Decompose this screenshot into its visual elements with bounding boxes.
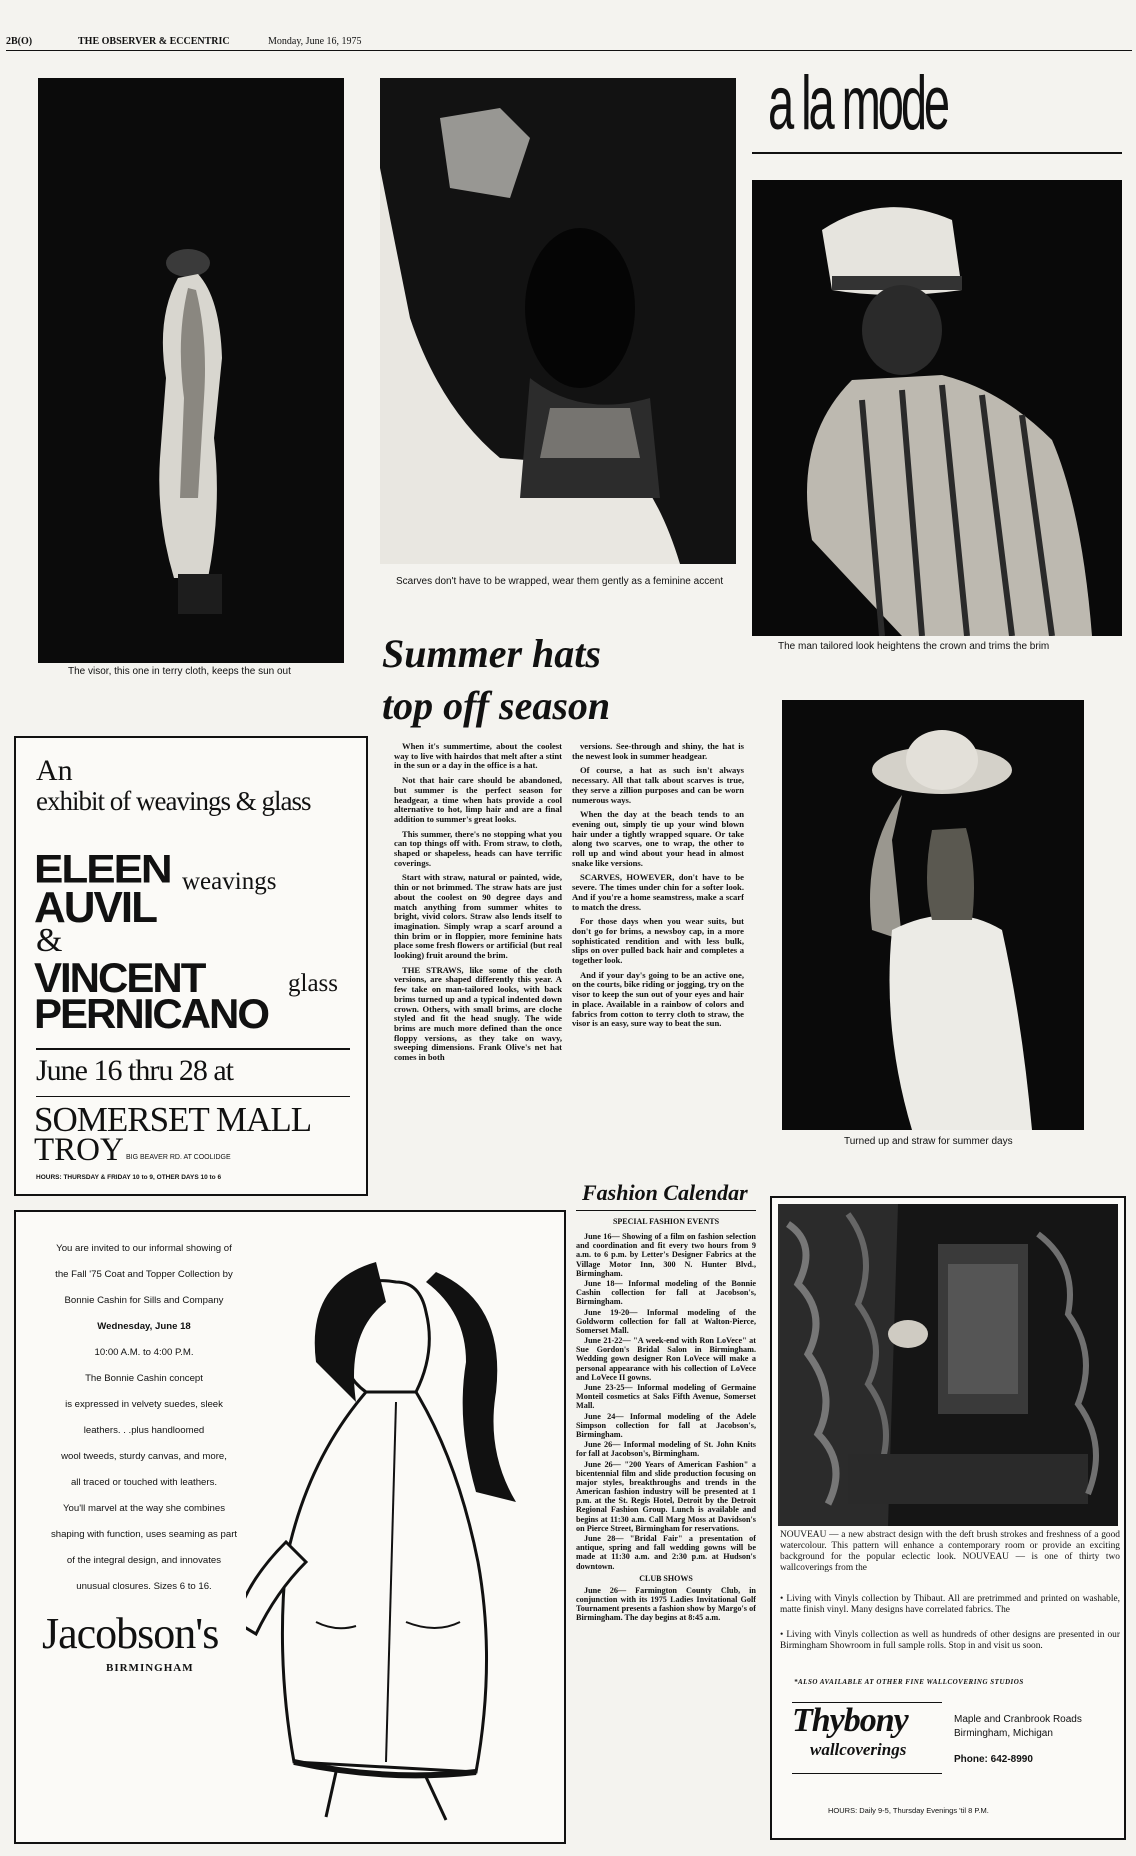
thybony-also: *ALSO AVAILABLE AT OTHER FINE WALLCOVERING STUDIOS	[794, 1678, 1024, 1686]
artist-2-last-name: PERNICANO	[34, 990, 269, 1037]
copy-line: is expressed in velvety suedes, sleek	[65, 1399, 223, 1410]
article-paragraph: This summer, there's no stopping what you can top things off with. From straw, to cloth, shaped or shapeless, heads can have terrific coverings.	[394, 828, 562, 868]
calendar-special-heading: SPECIAL FASHION EVENTS	[612, 1217, 720, 1226]
bullet-text: Living with Vinyls collection by Thibaut. All are pretrimmed and printed on washable, matte finish vinyl. Many designs have correlated fabrics. The	[780, 1594, 1120, 1615]
artist-2-first-name: VINCENT	[34, 954, 205, 1001]
thybony-ad	[770, 1196, 1126, 1840]
jacobsons-ad	[14, 1210, 566, 1844]
exhibit-dates: June 16 thru 28 at	[36, 1054, 233, 1087]
thybony-logo	[792, 1702, 942, 1774]
thybony-phone: Phone: 642-8990	[954, 1754, 1033, 1765]
fashion-calendar	[576, 1176, 756, 1846]
copy-line: unusual closures. Sizes 6 to 16.	[76, 1581, 212, 1592]
calendar-rule	[576, 1210, 756, 1211]
thybony-bullet-2	[780, 1630, 1120, 1652]
copy-line: all traced or touched with leathers.	[70, 1477, 218, 1488]
logo-rule	[752, 152, 1122, 154]
ampersand: &	[36, 922, 63, 959]
copy-line: The Bonnie Cashin concept	[85, 1373, 203, 1384]
calendar-event: June 26— Farmington County Club, in conjunction with its 1975 Ladies Invitational Golf Tournament presents a fashion show by Margo's of Birmingham. The day begins at 8:45 a.m.	[576, 1585, 756, 1623]
artist-2-medium: glass	[288, 970, 338, 997]
copy-line: 10:00 A.M. to 4:00 P.M.	[94, 1347, 194, 1358]
article-paragraph: Of course, a hat as such isn't always necessary. All that talk about scarves is true, they serve a zillion purposes and can be worn numerous ways.	[572, 765, 744, 805]
artist-1-medium: weavings	[182, 868, 277, 895]
article-paragraph: Start with straw, natural or painted, wide, thin or not brimmed. The straw hats are just about the coolest on 90 degree days and match anything from summer whites to bright, vivid colors. Straw also lends itself to imagination. Simply wrap a scarf around a thin brim or in floppier, more feminine hats place some fresh flowers or artificial (but real looking) fruit around the brim.	[394, 872, 562, 961]
bullet-text: Living with Vinyls collection as well as hundreds of other designs are presented in our Birmingham Showroom in full sample rolls. Stop in and visit us soon.	[780, 1630, 1120, 1651]
article-paragraph: And if your day's going to be an active one, on the courts, bike riding or jogging, try on the visor to keep the sun out of your eyes and hair in place. Available in a rainbow of colors and fabrics from cotton to terry cloth to straw, the visor is an easy, sure way to beat the sun.	[572, 969, 744, 1029]
headline-line-1: Summer hats	[382, 631, 601, 676]
headline-line-2: top off season	[382, 683, 611, 728]
wallcovering-photo	[778, 1204, 1118, 1526]
coat-illustration	[246, 1242, 556, 1822]
article-column-2	[572, 742, 744, 1162]
exhibit-divider	[36, 1096, 350, 1097]
exhibit-address: BIG BEAVER RD. AT COOLIDGE	[126, 1154, 231, 1161]
calendar-event: June 28— "Bridal Fair" a presentation of antique, spring and fall wedding gowns will be made at 11:30 a.m. and 2:30 p.m. at Hudson's downtown.	[576, 1534, 756, 1571]
thybony-hours: HOURS: Daily 9-5, Thursday Evenings 'til 8 P.M.	[828, 1806, 989, 1815]
copy-line: Wednesday, June 18	[97, 1321, 191, 1332]
calendar-event: June 21-22— "A week-end with Ron LoVece" at Sue Gordon's Bridal Salon in Birmingham. Wedding gown designer Ron LoVece will make a personal appearance with his collection of LoVece and LoVece II gowns.	[576, 1336, 756, 1382]
bullet-icon: •	[780, 1630, 787, 1640]
calendar-event: June 23-25— Informal modeling of Germaine Monteil cosmetics at Saks Fifth Avenue, Somerset Mall.	[576, 1383, 756, 1411]
article-paragraph: For those days when you wear suits, but don't go for brims, a newsboy cap, in a more sophisticated rendition and with less bulk, slips on over pulled back hair and completes a together look.	[572, 916, 744, 966]
calendar-event: June 19-20— Informal modeling of the Goldworm collection for fall at Walton-Pierce, Somerset Mall.	[576, 1307, 756, 1335]
calendar-event: June 16— Showing of a film on fashion selection and coordination and fit every two hours from 9 a.m. to 6 p.m. by Letter's Designer Fabrics at the Village Motor Inn, 300 N. Hunter Blvd., Birmingham.	[576, 1232, 756, 1278]
copy-line: leathers. . .plus handloomed	[83, 1425, 205, 1436]
calendar-event: June 26— Informal modeling of St. John Knits for fall at Jacobson's, Birmingham.	[576, 1440, 756, 1459]
exhibit-city: TROY	[34, 1132, 124, 1168]
thybony-address-1: Maple and Cranbrook Roads	[954, 1714, 1082, 1725]
article-paragraph: When the day at the beach tends to an evening out, simply tie up your wind blown hair under a tightly wrapped square. Or take along two scarves, one to wrap, the other to roll up and wind about your head in almost snake like versions.	[572, 809, 744, 868]
straw-photo	[782, 700, 1084, 1130]
visor-photo	[38, 78, 344, 663]
folio-rule	[6, 50, 1132, 51]
headline	[382, 628, 610, 732]
visor-caption: The visor, this one in terry cloth, keeps the sun out	[68, 666, 291, 677]
folio-paper: THE OBSERVER & ECCENTRIC	[78, 36, 230, 47]
copy-line: shaping with function, uses seaming as part	[50, 1529, 238, 1540]
scarf-photo	[380, 78, 736, 564]
copy-line: You are invited to our informal showing of	[56, 1243, 232, 1254]
calendar-event: June 26— "200 Years of American Fashion" a bicentennial film and slide production focusing on major styles, breakthroughs and trends in the American fashion industry will be presented at 1 p.m. at the St. Regis Hotel, Detroit by the Detroit Regional Fashion Group. Lunch is available and begins at 11:30 a.m. Call Marg Moss at Davidson's on Pierce Street, Birmingham for reservations.	[576, 1459, 756, 1533]
artist-1-first-name: ELEEN	[34, 847, 171, 892]
calendar-events	[576, 1232, 756, 1574]
tailored-caption: The man tailored look heightens the crown and trims the brim	[778, 641, 1050, 652]
exhibit-line-title: exhibit of weavings & glass	[36, 786, 311, 816]
thybony-address-2: Birmingham, Michigan	[954, 1728, 1053, 1739]
calendar-event: June 24— Informal modeling of the Adele Simpson collection for fall at Jacobson's, Birmingham.	[576, 1411, 756, 1439]
thybony-bullet-1	[780, 1594, 1120, 1616]
folio-page: 2B(O)	[6, 36, 33, 47]
article-paragraph: Not that hair care should be abandoned, but summer is the perfect season for headgear, a time when hats provide a cool alternative to hot, limp hair and are a final addition to summer's great looks.	[394, 775, 562, 824]
calendar-title: Fashion Calendar	[582, 1180, 748, 1205]
jacobsons-logo: Jacobson's	[42, 1609, 219, 1658]
exhibit-divider	[36, 1048, 350, 1050]
artist-1-last-name: AUVIL	[34, 883, 156, 932]
article-column-1	[394, 742, 562, 1190]
exhibit-ad	[14, 736, 368, 1196]
copy-line: wool tweeds, sturdy canvas, and more,	[61, 1451, 227, 1462]
thybony-logo-sub: wallcoverings	[810, 1740, 907, 1759]
scarf-caption: Scarves don't have to be wrapped, wear them gently as a feminine accent	[396, 576, 724, 587]
folio	[6, 36, 386, 50]
exhibit-line-an: An	[36, 754, 73, 787]
article-paragraph: versions. See-through and shiny, the hat is the newest look in summer headgear.	[572, 742, 744, 761]
copy-line: of the integral design, and innovates	[66, 1555, 222, 1566]
article-paragraph: SCARVES, HOWEVER, don't have to be severe. The times under chin for a softer look. And if you're a home seamstress, make a scarf to match the dress.	[572, 872, 744, 912]
folio-date: Monday, June 16, 1975	[268, 36, 362, 47]
jacobsons-city: BIRMINGHAM	[106, 1662, 194, 1674]
copy-line: the Fall '75 Coat and Topper Collection by	[55, 1269, 233, 1280]
article-paragraph: When it's summertime, about the coolest way to live with hairdos that melt after a stint in the sun or a day in the office is a hat.	[394, 742, 562, 771]
thybony-logo-name: Thybony	[792, 1702, 908, 1739]
a-la-mode-logo: a la mode	[768, 61, 948, 146]
straw-caption: Turned up and straw for summer days	[844, 1136, 1013, 1147]
calendar-event: June 18— Informal modeling of the Bonnie Cashin collection for fall at Jacobson's, Birmingham.	[576, 1278, 756, 1307]
article-paragraph: THE STRAWS, like some of the cloth versions, are shaped differently this year. A few take on man-tailored looks, with back brims turned up and a typical indented down crown. Others, with small brims, are cloche styled and fit the head snugly. The wide brims are much more defined than the once floppy versions, as they take on wavy, sweeping dimensions. Frank Olive's net hat comes in both	[394, 964, 562, 1063]
jacobsons-copy	[26, 1236, 262, 1600]
tailored-photo	[752, 180, 1122, 636]
exhibit-hours: HOURS: THURSDAY & FRIDAY 10 to 9, OTHER DAYS 10 to 6	[36, 1174, 222, 1181]
copy-line: Bonnie Cashin for Sills and Company	[64, 1295, 224, 1306]
thybony-intro: NOUVEAU — a new abstract design with the deft brush strokes and freshness of a good watercolour. This pattern will enhance a contemporary room or provide an exciting background for the popular eclectic look. NOUVEAU — is one of thirty two wallcoverings from the	[780, 1530, 1120, 1573]
calendar-club-events	[576, 1586, 756, 1628]
copy-line: You'll marvel at the way she combines	[63, 1503, 225, 1514]
bullet-icon: •	[780, 1594, 787, 1604]
calendar-club-heading: CLUB SHOWS	[639, 1573, 693, 1583]
exhibit-venue: SOMERSET MALL	[34, 1100, 312, 1139]
